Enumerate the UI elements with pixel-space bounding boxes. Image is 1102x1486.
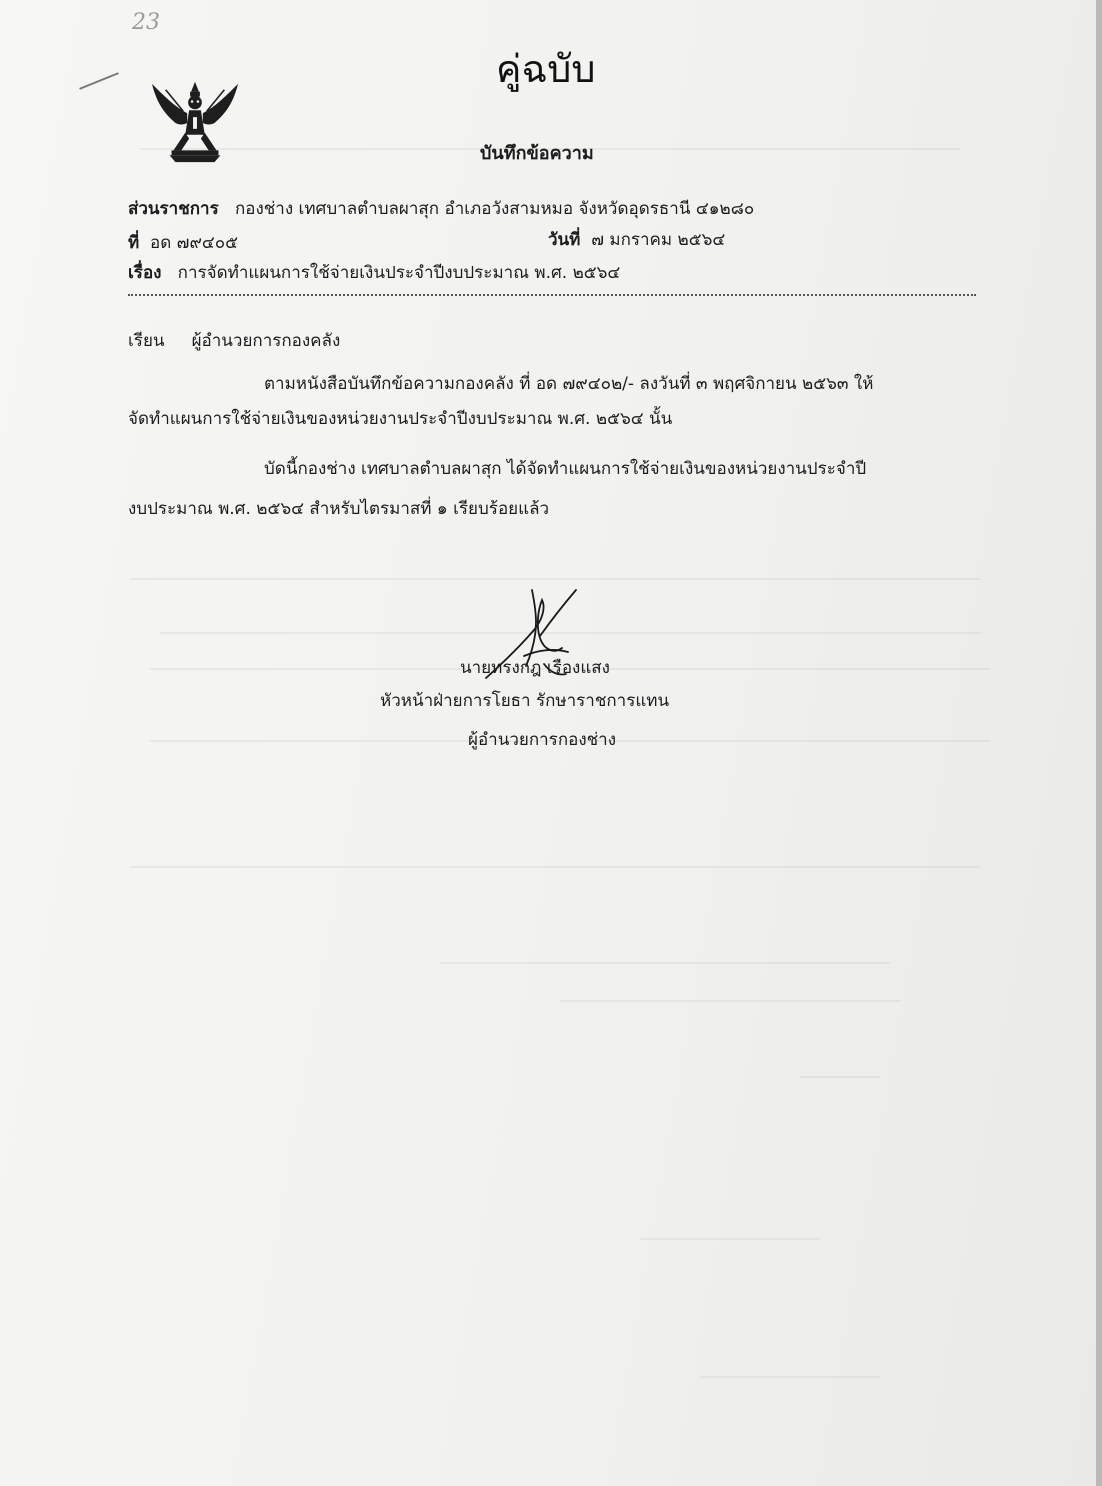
reference-number-field: [128, 229, 238, 256]
subject-value: การจัดทำแผนการใช้จ่ายเงินประจำปีงบประมาณ พ.ศ. ๒๕๖๔: [177, 263, 621, 283]
paragraph-1-line-2: จัดทำแผนการใช้จ่ายเงินของหน่วยงานประจำปีงบประมาณ พ.ศ. ๒๕๖๔ นั้น: [128, 409, 673, 429]
agency-field: [128, 195, 754, 222]
addressee-value: ผู้อำนวยการกองคลัง: [191, 331, 341, 351]
reference-number-value: อด ๗๙๔๐๕: [150, 233, 239, 253]
margin-note: 23: [132, 10, 160, 35]
show-through-line: [440, 962, 890, 964]
show-through-line: [700, 1376, 880, 1378]
addressee: [128, 327, 340, 354]
show-through-line: [130, 578, 980, 580]
show-through-line: [640, 1238, 820, 1240]
paragraph-2-line-2: งบประมาณ พ.ศ. ๒๕๖๔ สำหรับไตรมาสที่ ๑ เรียบร้อยแล้ว: [128, 499, 550, 519]
show-through-line: [130, 866, 980, 868]
date-field: [548, 226, 725, 253]
show-through-line: [560, 1000, 900, 1002]
header-divider: [128, 294, 976, 296]
addressee-label: เรียน: [128, 331, 165, 351]
agency-value: กองช่าง เทศบาลตำบลผาสุก อำเภอวังสามหมอ จังหวัดอุดรธานี ๔๑๒๘๐: [234, 199, 755, 219]
signatory-title: ผู้อำนวยการกองช่าง: [468, 730, 617, 750]
copy-label: คู่ฉบับ: [496, 47, 596, 91]
date-label: วันที่: [548, 230, 581, 250]
subject-label: เรื่อง: [128, 263, 162, 283]
show-through-line: [800, 1076, 880, 1078]
signatory-position: หัวหน้าฝ่ายการโยธา รักษาราชการแทน: [380, 691, 670, 711]
agency-label: ส่วนราชการ: [128, 199, 219, 219]
paper-edge: [1096, 0, 1102, 1486]
garuda-emblem-icon: [146, 78, 244, 166]
memo-title: บันทึกข้อความ: [480, 143, 594, 164]
reference-number-label: ที่: [128, 233, 140, 253]
date-value: ๗ มกราคม ๒๕๖๔: [591, 230, 726, 250]
subject-field: [128, 259, 620, 286]
paragraph-2-line-1: บัดนี้กองช่าง เทศบาลตำบลผาสุก ได้จัดทำแผนการใช้จ่ายเงินของหน่วยงานประจำปี: [264, 459, 867, 479]
paragraph-1-line-1: ตามหนังสือบันทึกข้อความกองคลัง ที่ อด ๗๙๔๐๒/- ลงวันที่ ๓ พฤศจิกายน ๒๕๖๓ ให้: [264, 374, 874, 394]
signatory-name: นายทรงกฎ เรืองแสง: [460, 658, 610, 678]
pen-mark: [79, 72, 119, 90]
